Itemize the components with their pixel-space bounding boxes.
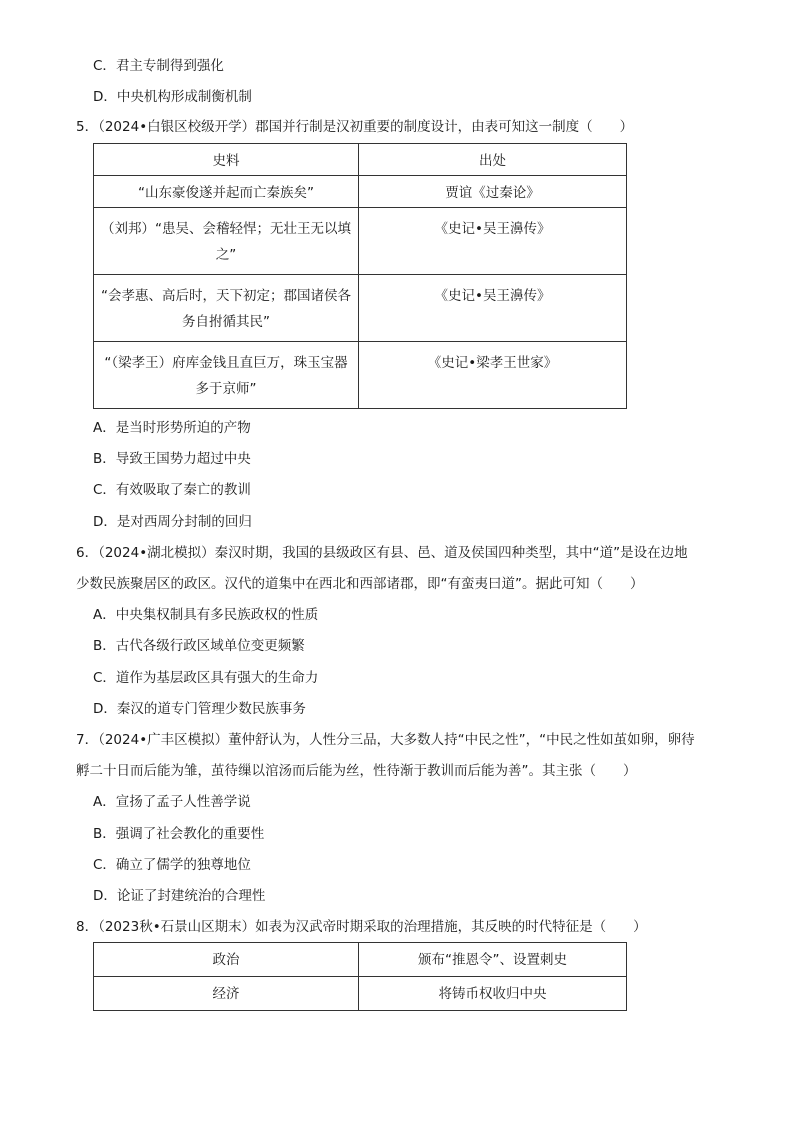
question-6-stem-line1: 6．（2024•湖北模拟）秦汉时期，我国的县级政区有县、邑、道及侯国四种类型，其中“道”是设在边地: [76, 545, 688, 561]
question-6-option-a: A．中央集权制具有多民族政权的性质: [93, 607, 319, 623]
table-cell-source: “会孝惠、高后时，天下初定；郡国诸侯各 务自拊循其民”: [94, 275, 359, 342]
question-6-stem-line2: 少数民族聚居区的政区。汉代的道集中在西北和西部诸郡，即“有蛮夷曰道”。据此可知（ ）: [76, 576, 644, 592]
table-cell-label: 经济: [94, 977, 359, 1011]
table-row: [94, 943, 627, 977]
table-cell-value: 颁布“推恩令”、设置刺史: [359, 943, 627, 977]
table-row: [94, 977, 627, 1011]
table-header-origin: 出处: [359, 144, 627, 176]
option-c-prev: C．君主专制得到强化: [93, 58, 224, 74]
table-cell-value: 将铸币权收归中央: [359, 977, 627, 1011]
table-row: [94, 342, 627, 409]
table-row: [94, 176, 627, 208]
question-5-stem: 5．（2024•白银区校级开学）郡国并行制是汉初重要的制度设计，由表可知这一制度（ ）: [76, 119, 634, 135]
table-header-source: 史料: [94, 144, 359, 176]
table-cell-source: （刘邦）“患吴、会稽轻悍；无壮王无以填 之”: [94, 208, 359, 275]
table-header-row: [94, 144, 627, 176]
table-cell-source: “山东豪俊遂并起而亡秦族矣”: [94, 176, 359, 208]
table-cell-source: “（梁孝王）府库金钱且直巨万，珠玉宝器 多于京师”: [94, 342, 359, 409]
question-8-table: [93, 942, 627, 1011]
question-6-option-b: B．古代各级行政区域单位变更频繁: [93, 638, 305, 654]
question-5-table: [93, 143, 627, 409]
question-7-stem-line1: 7．（2024•广丰区模拟）董仲舒认为，人性分三品，大多数人持“中民之性”，“中民之性如茧如卵，卵待: [76, 732, 695, 748]
question-8-stem: 8．（2023秋•石景山区期末）如表为汉武帝时期采取的治理措施，其反映的时代特征是（ ）: [76, 919, 647, 935]
question-5-option-c: C．有效吸取了秦亡的教训: [93, 482, 251, 498]
question-7-option-c: C．确立了儒学的独尊地位: [93, 857, 251, 873]
question-5-option-a: A．是当时形势所迫的产物: [93, 420, 251, 436]
question-6-option-d: D．秦汉的道专门管理少数民族事务: [93, 701, 306, 717]
table-row: [94, 208, 627, 275]
table-cell-origin: 《史记•梁孝王世家》: [359, 342, 627, 409]
question-7-option-d: D．论证了封建统治的合理性: [93, 888, 266, 904]
table-row: [94, 275, 627, 342]
question-7-option-b: B．强调了社会教化的重要性: [93, 826, 265, 842]
option-d-prev: D．中央机构形成制衡机制: [93, 89, 252, 105]
table-cell-label: 政治: [94, 943, 359, 977]
table-cell-origin: 《史记•吴王濞传》: [359, 208, 627, 275]
question-7-option-a: A．宣扬了孟子人性善学说: [93, 794, 251, 810]
question-5-option-b: B．导致王国势力超过中央: [93, 451, 251, 467]
question-5-option-d: D．是对西周分封制的回归: [93, 514, 252, 530]
table-cell-origin: 《史记•吴王濞传》: [359, 275, 627, 342]
question-7-stem-line2: 孵二十日而后能为雏，茧待缫以涫汤而后能为丝，性待渐于教训而后能为善”。其主张（ ）: [76, 763, 637, 779]
question-6-option-c: C．道作为基层政区具有强大的生命力: [93, 670, 319, 686]
table-cell-origin: 贾谊《过秦论》: [359, 176, 627, 208]
